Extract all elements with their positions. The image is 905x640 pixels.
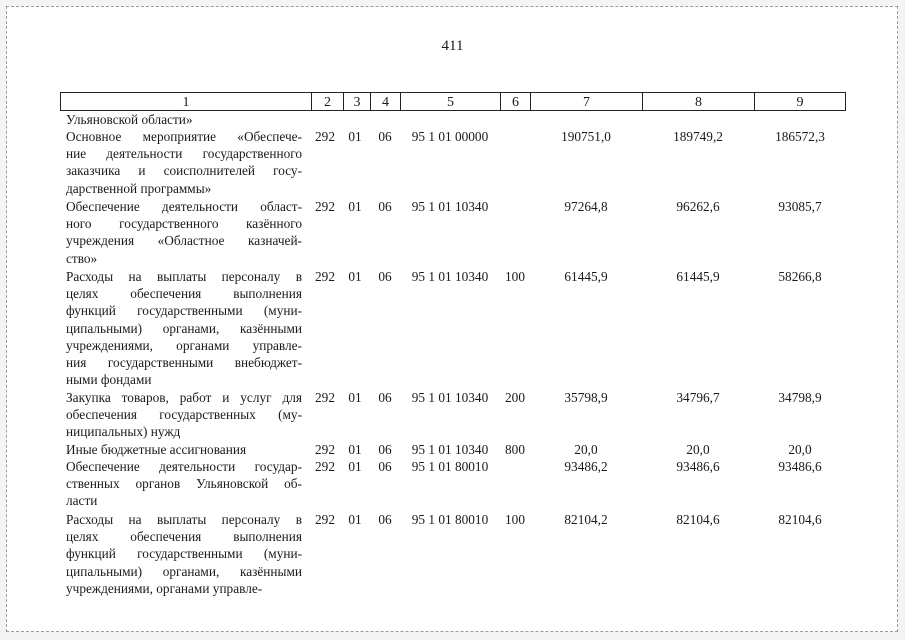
- description-line: ство»: [66, 250, 98, 266]
- description-line: функций государственными (муни-: [66, 546, 302, 562]
- cell-amount-col9: 186572,3: [775, 129, 825, 144]
- cell-section: 01: [348, 512, 362, 527]
- cell-expense-type: 100: [505, 512, 525, 527]
- description-line: Иные бюджетные ассигнования: [66, 442, 247, 457]
- description-line: ного государственного казённого: [66, 216, 302, 232]
- description-line: целях обеспечения выполнения: [66, 529, 302, 545]
- description-line: Расходы на выплаты персоналу в: [66, 269, 302, 284]
- cell-amount-col7: 82104,2: [564, 512, 608, 527]
- cell-subsection: 06: [378, 442, 392, 457]
- cell-amount-col9: 82104,6: [778, 512, 822, 527]
- header-col-3: 3: [343, 93, 370, 110]
- cell-subsection: 06: [378, 129, 392, 144]
- row-description: [66, 511, 302, 597]
- header-col-4: 4: [370, 93, 400, 110]
- cell-target-article: 95 1 01 10340: [411, 199, 489, 214]
- cell-subsection: 06: [378, 269, 392, 284]
- header-col-9: 9: [754, 93, 845, 110]
- description-line: Расходы на выплаты персоналу в: [66, 512, 302, 527]
- header-col-2: 2: [311, 93, 343, 110]
- page-number: 411: [441, 38, 464, 54]
- cell-section: 01: [348, 459, 362, 474]
- cell-amount-col8: 96262,6: [676, 199, 720, 214]
- cell-expense-type: 200: [505, 390, 525, 405]
- cell-section: 01: [348, 269, 362, 284]
- description-line: дарственной программы»: [66, 180, 212, 196]
- description-line: ние деятельности государственного: [66, 146, 302, 162]
- description-line: целях обеспечения выполнения: [66, 286, 302, 302]
- cell-grbs: 292: [315, 199, 335, 214]
- description-line: ципальными) органами, казёнными: [66, 320, 302, 336]
- header-col-7: 7: [530, 93, 642, 110]
- cell-amount-col8: 82104,6: [676, 512, 720, 527]
- row-description: [66, 268, 302, 388]
- description-line: ципальными) органами, казёнными: [66, 563, 302, 579]
- description-line: учреждениями, органами управле-: [66, 580, 263, 596]
- description-line: учреждениями, органами управле-: [66, 337, 302, 353]
- cell-target-article: 95 1 01 80010: [411, 459, 489, 474]
- row-description: [66, 389, 302, 441]
- cell-grbs: 292: [315, 269, 335, 284]
- cell-amount-col7: 61445,9: [564, 269, 608, 284]
- cell-amount-col9: 34798,9: [778, 390, 822, 405]
- cell-amount-col8: 93486,6: [676, 459, 720, 474]
- row-description: [66, 441, 302, 458]
- cell-section: 01: [348, 442, 362, 457]
- row-description: [66, 198, 302, 267]
- cell-section: 01: [348, 129, 362, 144]
- description-line: ласти: [66, 493, 98, 509]
- cell-amount-col9: 93085,7: [778, 199, 822, 214]
- cell-amount-col9: 20,0: [788, 442, 812, 457]
- cell-amount-col8: 189749,2: [673, 129, 723, 144]
- cell-amount-col9: 58266,8: [778, 269, 822, 284]
- cell-target-article: 95 1 01 10340: [411, 390, 489, 405]
- cell-expense-type: 100: [505, 269, 525, 284]
- cell-amount-col8: 34796,7: [676, 390, 720, 405]
- cell-amount-col9: 93486,6: [778, 459, 822, 474]
- cell-expense-type: 800: [505, 442, 525, 457]
- cell-subsection: 06: [378, 459, 392, 474]
- row-description: [66, 128, 302, 197]
- description-line: заказчика и соисполнителей госу-: [66, 163, 302, 179]
- description-line: учреждения «Областное казначей-: [66, 233, 302, 249]
- cell-amount-col8: 61445,9: [676, 269, 720, 284]
- header-col-5: 5: [400, 93, 500, 110]
- header-col-6: 6: [500, 93, 530, 110]
- cell-target-article: 95 1 01 10340: [411, 269, 489, 284]
- description-line: Обеспечение деятельности област-: [66, 199, 302, 214]
- header-col-8: 8: [642, 93, 754, 110]
- description-line: ниципальных) нужд: [66, 424, 181, 440]
- cell-target-article: 95 1 01 10340: [411, 442, 489, 457]
- cell-amount-col7: 35798,9: [564, 390, 608, 405]
- cell-amount-col7: 190751,0: [561, 129, 611, 144]
- cell-target-article: 95 1 01 00000: [411, 129, 489, 144]
- header-col-1: 1: [182, 95, 190, 110]
- cell-amount-col7: 93486,2: [564, 459, 608, 474]
- cell-target-article: 95 1 01 80010: [411, 512, 489, 527]
- row-description: [66, 458, 302, 510]
- cell-grbs: 292: [315, 129, 335, 144]
- cell-section: 01: [348, 390, 362, 405]
- cell-grbs: 292: [315, 512, 335, 527]
- description-line: Закупка товаров, работ и услуг для: [66, 390, 302, 405]
- cell-section: 01: [348, 199, 362, 214]
- description-line: функций государственными (муни-: [66, 303, 302, 319]
- continuation-text: Ульяновской области»: [66, 112, 193, 127]
- description-line: Основное мероприятие «Обеспече-: [66, 129, 302, 144]
- cell-amount-col8: 20,0: [686, 442, 710, 457]
- cell-subsection: 06: [378, 512, 392, 527]
- description-line: ственных органов Ульяновской об-: [66, 476, 302, 492]
- description-line: ными фондами: [66, 372, 152, 388]
- cell-subsection: 06: [378, 199, 392, 214]
- cell-grbs: 292: [315, 442, 335, 457]
- cell-amount-col7: 97264,8: [564, 199, 608, 214]
- cell-amount-col7: 20,0: [574, 442, 598, 457]
- cell-grbs: 292: [315, 390, 335, 405]
- description-line: обеспечения государственных (му-: [66, 407, 302, 423]
- description-line: Обеспечение деятельности государ-: [66, 459, 302, 474]
- table-header: [60, 92, 846, 111]
- description-line: ния государственными внебюджет-: [66, 355, 302, 371]
- cell-subsection: 06: [378, 390, 392, 405]
- cell-grbs: 292: [315, 459, 335, 474]
